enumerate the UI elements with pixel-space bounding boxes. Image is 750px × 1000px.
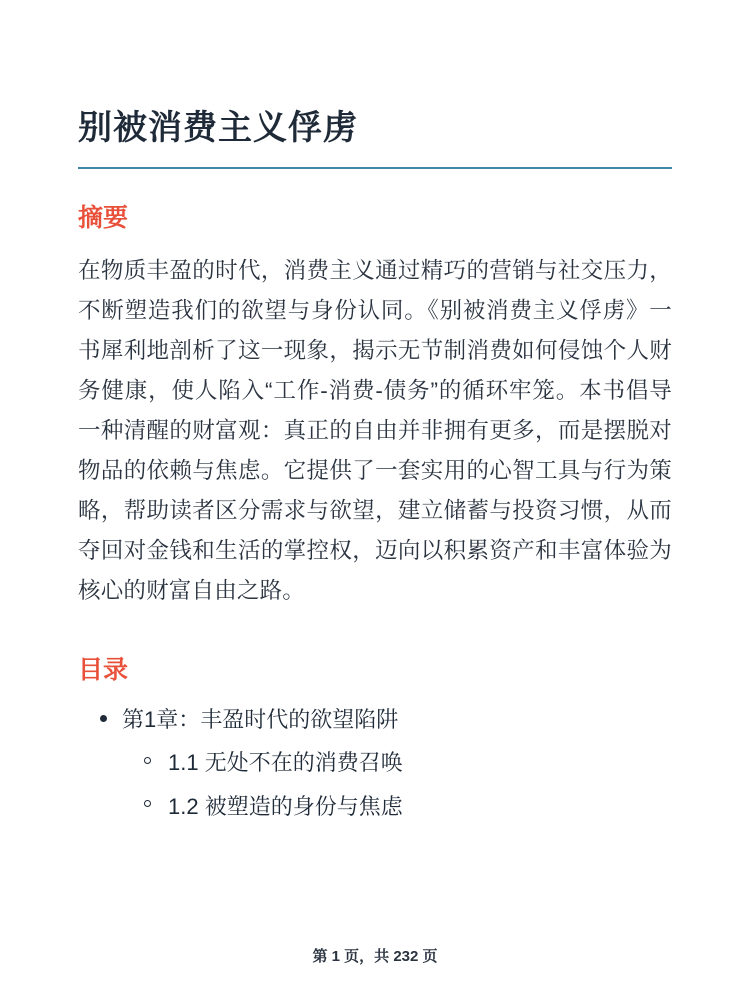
bullet-icon bbox=[100, 715, 107, 722]
hollow-bullet-icon bbox=[144, 800, 151, 807]
title-divider bbox=[78, 167, 672, 169]
hollow-bullet-icon bbox=[144, 757, 151, 764]
abstract-text: 在物质丰盈的时代，消费主义通过精巧的营销与社交压力，不断塑造我们的欲望与身份认同。《别被消费主义俘虏》一书犀利地剖析了这一现象，揭示无节制消费如何侵蚀个人财务健康，使人陷入“工作-消费-债务”的循环牢笼。本书倡导一种清醒的财富观：真正的自由并非拥有更多，而是摆脱对物品的依赖与焦虑。它提供了一套实用的心智工具与行为策略，帮助读者区分需求与欲望，建立储蓄与投资习惯，从而夺回对金钱和生活的掌控权，迈向以积累资产和丰富体验为核心的财富自由之路。 bbox=[78, 257, 672, 604]
page-footer: 第 1 页，共 232 页 bbox=[312, 948, 438, 965]
toc-section-item[interactable] bbox=[122, 745, 672, 780]
table-of-contents bbox=[78, 703, 672, 823]
toc-section-label: 1.1 无处不在的消费召唤 bbox=[168, 750, 403, 776]
page-title: 别被消费主义俘虏 bbox=[78, 109, 358, 147]
toc-chapter-item[interactable] bbox=[78, 703, 672, 823]
toc-chapter-label: 第1章：丰盈时代的欲望陷阱 bbox=[122, 707, 399, 733]
toc-section-item[interactable] bbox=[122, 789, 672, 824]
abstract-heading: 摘要 bbox=[78, 203, 129, 232]
toc-heading: 目录 bbox=[78, 656, 129, 685]
toc-section-label: 1.2 被塑造的身份与焦虑 bbox=[168, 793, 403, 819]
toc-section-list bbox=[122, 745, 672, 823]
